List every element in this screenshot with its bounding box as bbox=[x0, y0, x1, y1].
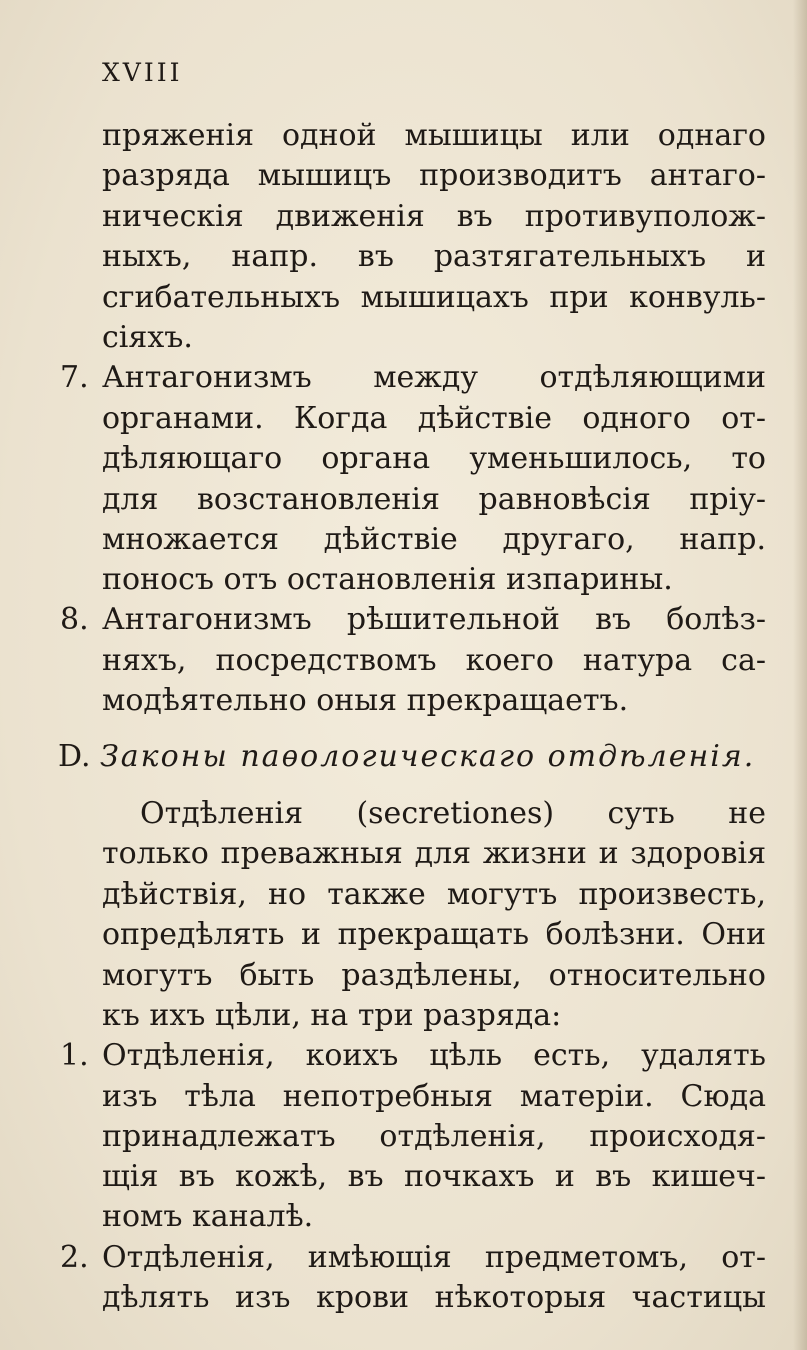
text-line: модѣятельно оныя прекращаетъ. bbox=[102, 683, 629, 718]
list-line: принадлежатъ отдѣленія, происходя- bbox=[102, 1119, 766, 1154]
list-line: дѣлять изъ крови нѣкоторыя частицы bbox=[102, 1280, 766, 1315]
paragraph-line: могутъ быть раздѣлены, относительно bbox=[102, 958, 766, 993]
item-number-8: 8. bbox=[60, 602, 89, 637]
section-heading bbox=[58, 737, 778, 777]
list-line: изъ тѣла непотребныя матеріи. Сюда bbox=[102, 1079, 766, 1114]
text-line: множается дѣйствіе другаго, напр. bbox=[102, 522, 766, 557]
section-title: Законы паѳологическаго отдѣленія. bbox=[100, 739, 756, 774]
text-line: пряженія одной мышицы или однаго bbox=[102, 118, 766, 153]
item-number-2: 2. bbox=[60, 1240, 89, 1275]
text-line: Антагонизмъ рѣшительной въ болѣз- bbox=[102, 602, 766, 637]
item-number-1: 1. bbox=[60, 1038, 89, 1073]
text-line: поносъ отъ остановленія изпарины. bbox=[102, 562, 673, 597]
page-number: XVIII bbox=[102, 58, 183, 87]
text-line: органами. Когда дѣйствіе одного от- bbox=[102, 401, 766, 436]
page-edge-shadow bbox=[793, 0, 807, 1350]
text-line: няхъ, посредствомъ коего натура са- bbox=[102, 643, 766, 678]
text-line: ническія движенія въ противуполож- bbox=[102, 199, 766, 234]
text-line: разряда мышицъ производитъ антаго- bbox=[102, 158, 766, 193]
paragraph-line: опредѣлять и прекращать болѣзни. Они bbox=[102, 917, 766, 952]
text-line: сіяхъ. bbox=[102, 320, 193, 355]
paragraph-line: Отдѣленія (secretiones) суть не bbox=[140, 796, 766, 831]
list-line: Отдѣленія, коихъ цѣль есть, удалять bbox=[102, 1038, 766, 1073]
paragraph-line: къ ихъ цѣли, на три разряда: bbox=[102, 998, 562, 1033]
list-line: щія въ кожѣ, въ почкахъ и въ кишеч- bbox=[102, 1159, 766, 1194]
paragraph-line: дѣйствія, но также могутъ произвесть, bbox=[102, 877, 766, 912]
text-line: дѣляющаго органа уменьшилось, то bbox=[102, 441, 766, 476]
text-line: ныхъ, напр. въ разтягательныхъ и bbox=[102, 239, 766, 274]
text-line: для возстановленія равновѣсія пріу- bbox=[102, 482, 766, 517]
text-line: сгибательныхъ мышицахъ при конвуль- bbox=[102, 280, 766, 315]
text-line: Антагонизмъ между отдѣляющими bbox=[102, 360, 766, 395]
paragraph-line: только преважныя для жизни и здоровія bbox=[102, 836, 766, 871]
list-line: Отдѣленія, имѣющія предметомъ, от- bbox=[102, 1240, 766, 1275]
list-line: номъ каналѣ. bbox=[102, 1199, 314, 1234]
item-number-7: 7. bbox=[60, 360, 89, 395]
section-letter: D. bbox=[58, 739, 91, 774]
